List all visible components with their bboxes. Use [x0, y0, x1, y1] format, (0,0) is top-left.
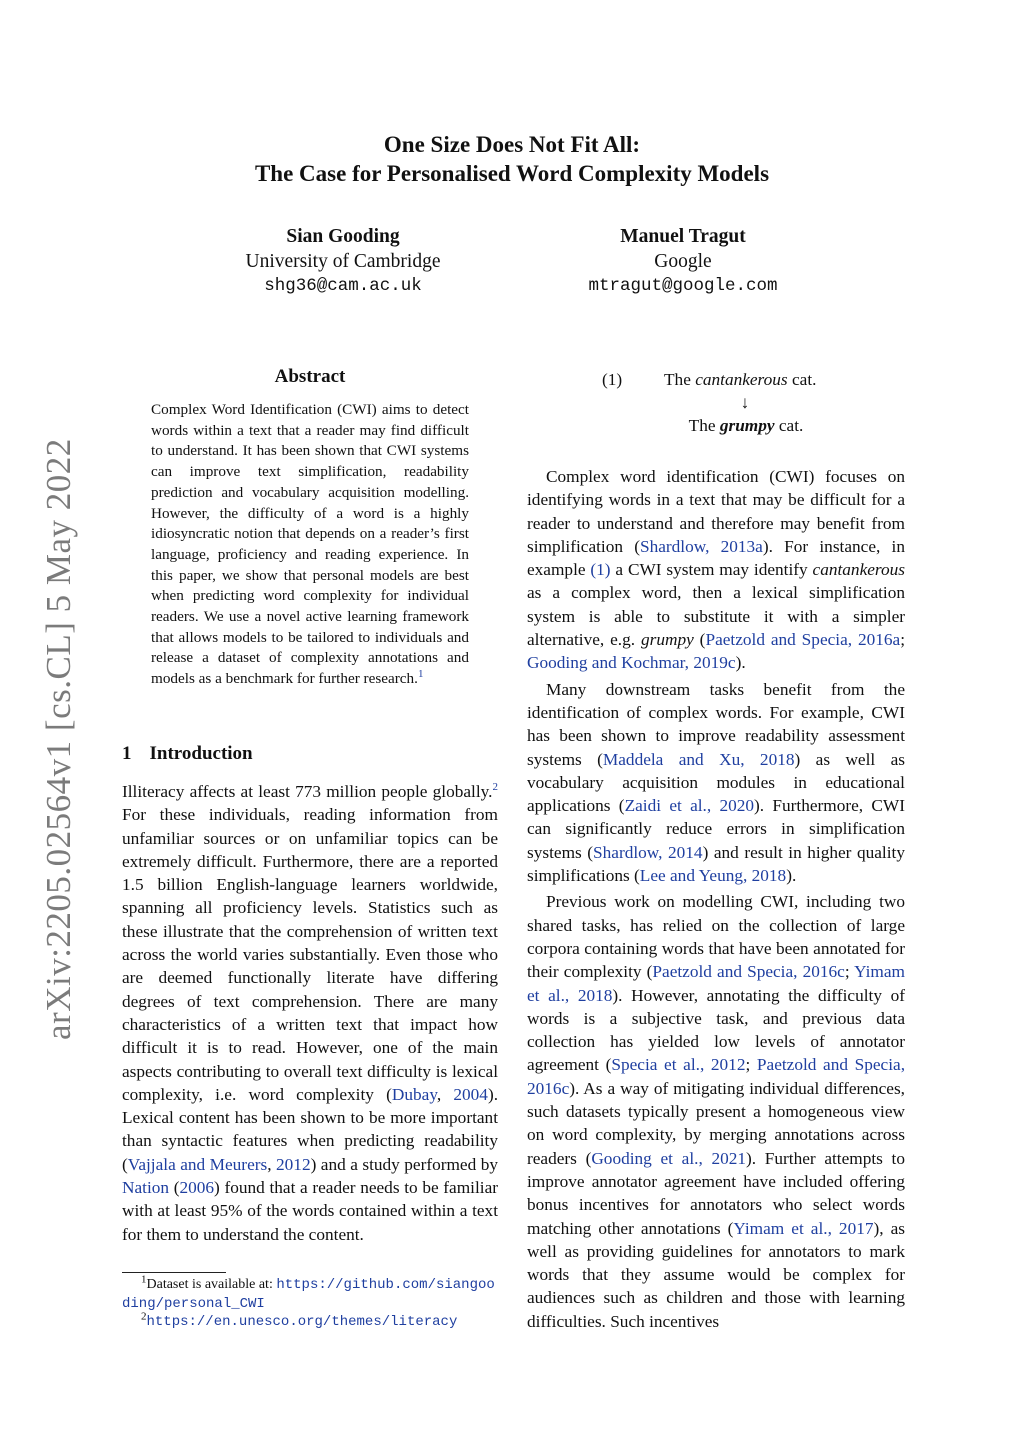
- citation-link[interactable]: Zaidi et al., 2020: [624, 796, 755, 816]
- author-affiliation: Google: [654, 251, 712, 272]
- citation-link[interactable]: Specia et al., 2012: [611, 1055, 746, 1075]
- footnote-url[interactable]: https://github.com/siangooding/personal_CWI: [122, 1277, 495, 1312]
- citation-link[interactable]: 2006: [179, 1178, 215, 1198]
- author-email[interactable]: mtragut@google.com: [588, 276, 778, 296]
- paragraph: Many downstream tasks benefit from the identification of complex words. For example, CWI has been shown to improve readability assessment systems (Maddela and Xu, 2018) as well as vocabulary acquisition modules in educational applications (Zaidi et al., 2020). Furthermore, CWI can significantly reduce errors in simplification systems (Shardlow, 2014) and result in higher quality simplifications (Lee and Yeung, 2018).: [527, 679, 905, 886]
- example-reference-link[interactable]: (1): [590, 560, 611, 580]
- footnote-divider: [122, 1272, 226, 1273]
- title-line-2: The Case for Personalised Word Complexity Models: [254, 161, 770, 186]
- section-heading-introduction: [122, 743, 253, 765]
- example-number: (1): [602, 370, 623, 389]
- section-number: 1: [122, 743, 132, 764]
- abstract-text: Complex Word Identification (CWI) aims to detect words within a text that a reader may find difficult to understand. It has been shown that CWI systems can improve text simplification, readability prediction and vocabulary acquisition modelling. However, the difficulty of a word is a highly idiosyncratic notion that depends on a reader’s first language, proficiency and reading experience. In this paper, we show that personal models are best when predicting word complexity for individual readers. We use a novel active learning framework that allows models to be tailored to individuals and release a dataset of complexity annotations and models as a benchmark for further research.$^1$: [151, 401, 469, 688]
- citation-link[interactable]: Nation: [122, 1178, 170, 1198]
- citation-link[interactable]: Paetzold and Specia, 2016c: [527, 1055, 906, 1098]
- footnote-mark[interactable]: 1: [417, 668, 424, 681]
- citation-link[interactable]: Dubay: [391, 1084, 437, 1104]
- citation-link[interactable]: 2012: [276, 1154, 311, 1174]
- author-name: Sian Gooding: [286, 226, 400, 247]
- citation-link[interactable]: Shardlow, 2013a: [639, 536, 763, 556]
- citation-link[interactable]: Paetzold and Specia, 2016c: [652, 962, 845, 982]
- arxiv-identifier: arXiv:2205.02564v1 [cs.CL] 5 May 2022: [39, 438, 78, 1040]
- author-block-2: [518, 224, 848, 299]
- example-original: The cantankerous cat.: [664, 370, 817, 389]
- paragraph: Complex word identification (CWI) focuses on identifying words in a text that may be difficult for a reader to understand and therefore may benefit from simplification (Shardlow, 2013a). For instance, in example (1) a CWI system may identify cantankerous as a complex word, then a lexical simplification system is able to substitute it with a simpler alternative, e.g. grumpy (Paetzold and Specia, 2016a; Gooding and Kochmar, 2019c).: [527, 467, 906, 673]
- section-title: Introduction: [149, 743, 253, 764]
- citation-link[interactable]: Gooding and Kochmar, 2019c: [527, 653, 736, 673]
- footnote-url[interactable]: https://en.unesco.org/themes/literacy: [146, 1314, 458, 1330]
- paper-title: [0, 130, 1024, 188]
- citation-link[interactable]: Lee and Yeung, 2018: [639, 866, 787, 886]
- author-affiliation: University of Cambridge: [245, 251, 441, 272]
- right-column: [527, 465, 905, 1333]
- abstract-heading: Abstract: [274, 366, 346, 387]
- citation-link[interactable]: Paetzold and Specia, 2016a: [705, 630, 901, 650]
- footnote-2: $^2$https://en.unesco.org/themes/literacy: [141, 1310, 458, 1330]
- citation-link[interactable]: Gooding et al., 2021: [591, 1148, 747, 1168]
- citation-link[interactable]: Maddela and Xu, 2018: [602, 749, 795, 769]
- footnotes: [122, 1273, 498, 1332]
- paragraph: Previous work on modelling CWI, including two shared tasks, has relied on the collection of large corpora containing words that have been annotated for their complexity (Paetzold and Specia, 2016c; Yimam et al., 2018). However, annotating the difficulty of words is a subjective task, and previous data collection has yielded low levels of annotator agreement (Specia et al., 2012; Paetzold and Specia, 2016c). As a way of mitigating individual differences, such datasets typically present a homogeneous view on word complexity, by merging annotations across readers (Gooding et al., 2021). Further attempts to improve annotator agreement have included offering bonus incentives for annotators who select words matching other annotations (Yimam et al., 2017), as well as providing guidelines for annotators to mark words that they assume would be complex for audiences such as children and those with learning difficulties. Such incentives: [527, 892, 906, 1331]
- citation-link[interactable]: Vajjala and Meurers: [127, 1154, 268, 1174]
- example-simplified: The grumpy cat.: [688, 416, 804, 435]
- down-arrow-icon: ↓: [740, 393, 750, 412]
- introduction-paragraph: Illiteracy affects at least 773 million people globally.$^2$ For these individuals, reading information from unfamiliar sources or on unfamiliar topics can be extremely difficult. Furthermore, there are a reported 1.5 billion English-language learners worldwide, spanning all proficiency levels. Statistics such as these illustrate that the comprehension of written text across the world varies substantially. Even those who are deemed functionally literate have differing degrees of text comprehension. There are many characteristics of a written text that impact how difficult it is to read. However, one of the main aspects contributing to overall text difficulty is lexical complexity, i.e. word complexity (Dubay, 2004). Lexical content has been shown to be more important than syntactic features when predicting readability (Vajjala and Meurers, 2012) and a study performed by Nation (2006) found that a reader needs to be familiar with at least 95% of the words contained within a text for them to understand the content.: [122, 781, 499, 1244]
- footnote-1: $^1$Dataset is available at: https://github.com/siangooding/personal_CWI: [122, 1273, 495, 1312]
- footnote-mark[interactable]: 2: [492, 781, 498, 794]
- title-line-1: One Size Does Not Fit All:: [383, 132, 641, 157]
- citation-link[interactable]: Yimam et al., 2017: [733, 1218, 874, 1238]
- citation-link[interactable]: 2004: [453, 1084, 488, 1104]
- citation-link[interactable]: Shardlow, 2014: [593, 842, 703, 862]
- author-name: Manuel Tragut: [620, 226, 746, 247]
- author-block-1: [178, 224, 508, 299]
- author-email[interactable]: shg36@cam.ac.uk: [264, 276, 422, 296]
- citation-link[interactable]: Yimam et al., 2018: [527, 962, 905, 1005]
- linguistic-example: [527, 368, 905, 437]
